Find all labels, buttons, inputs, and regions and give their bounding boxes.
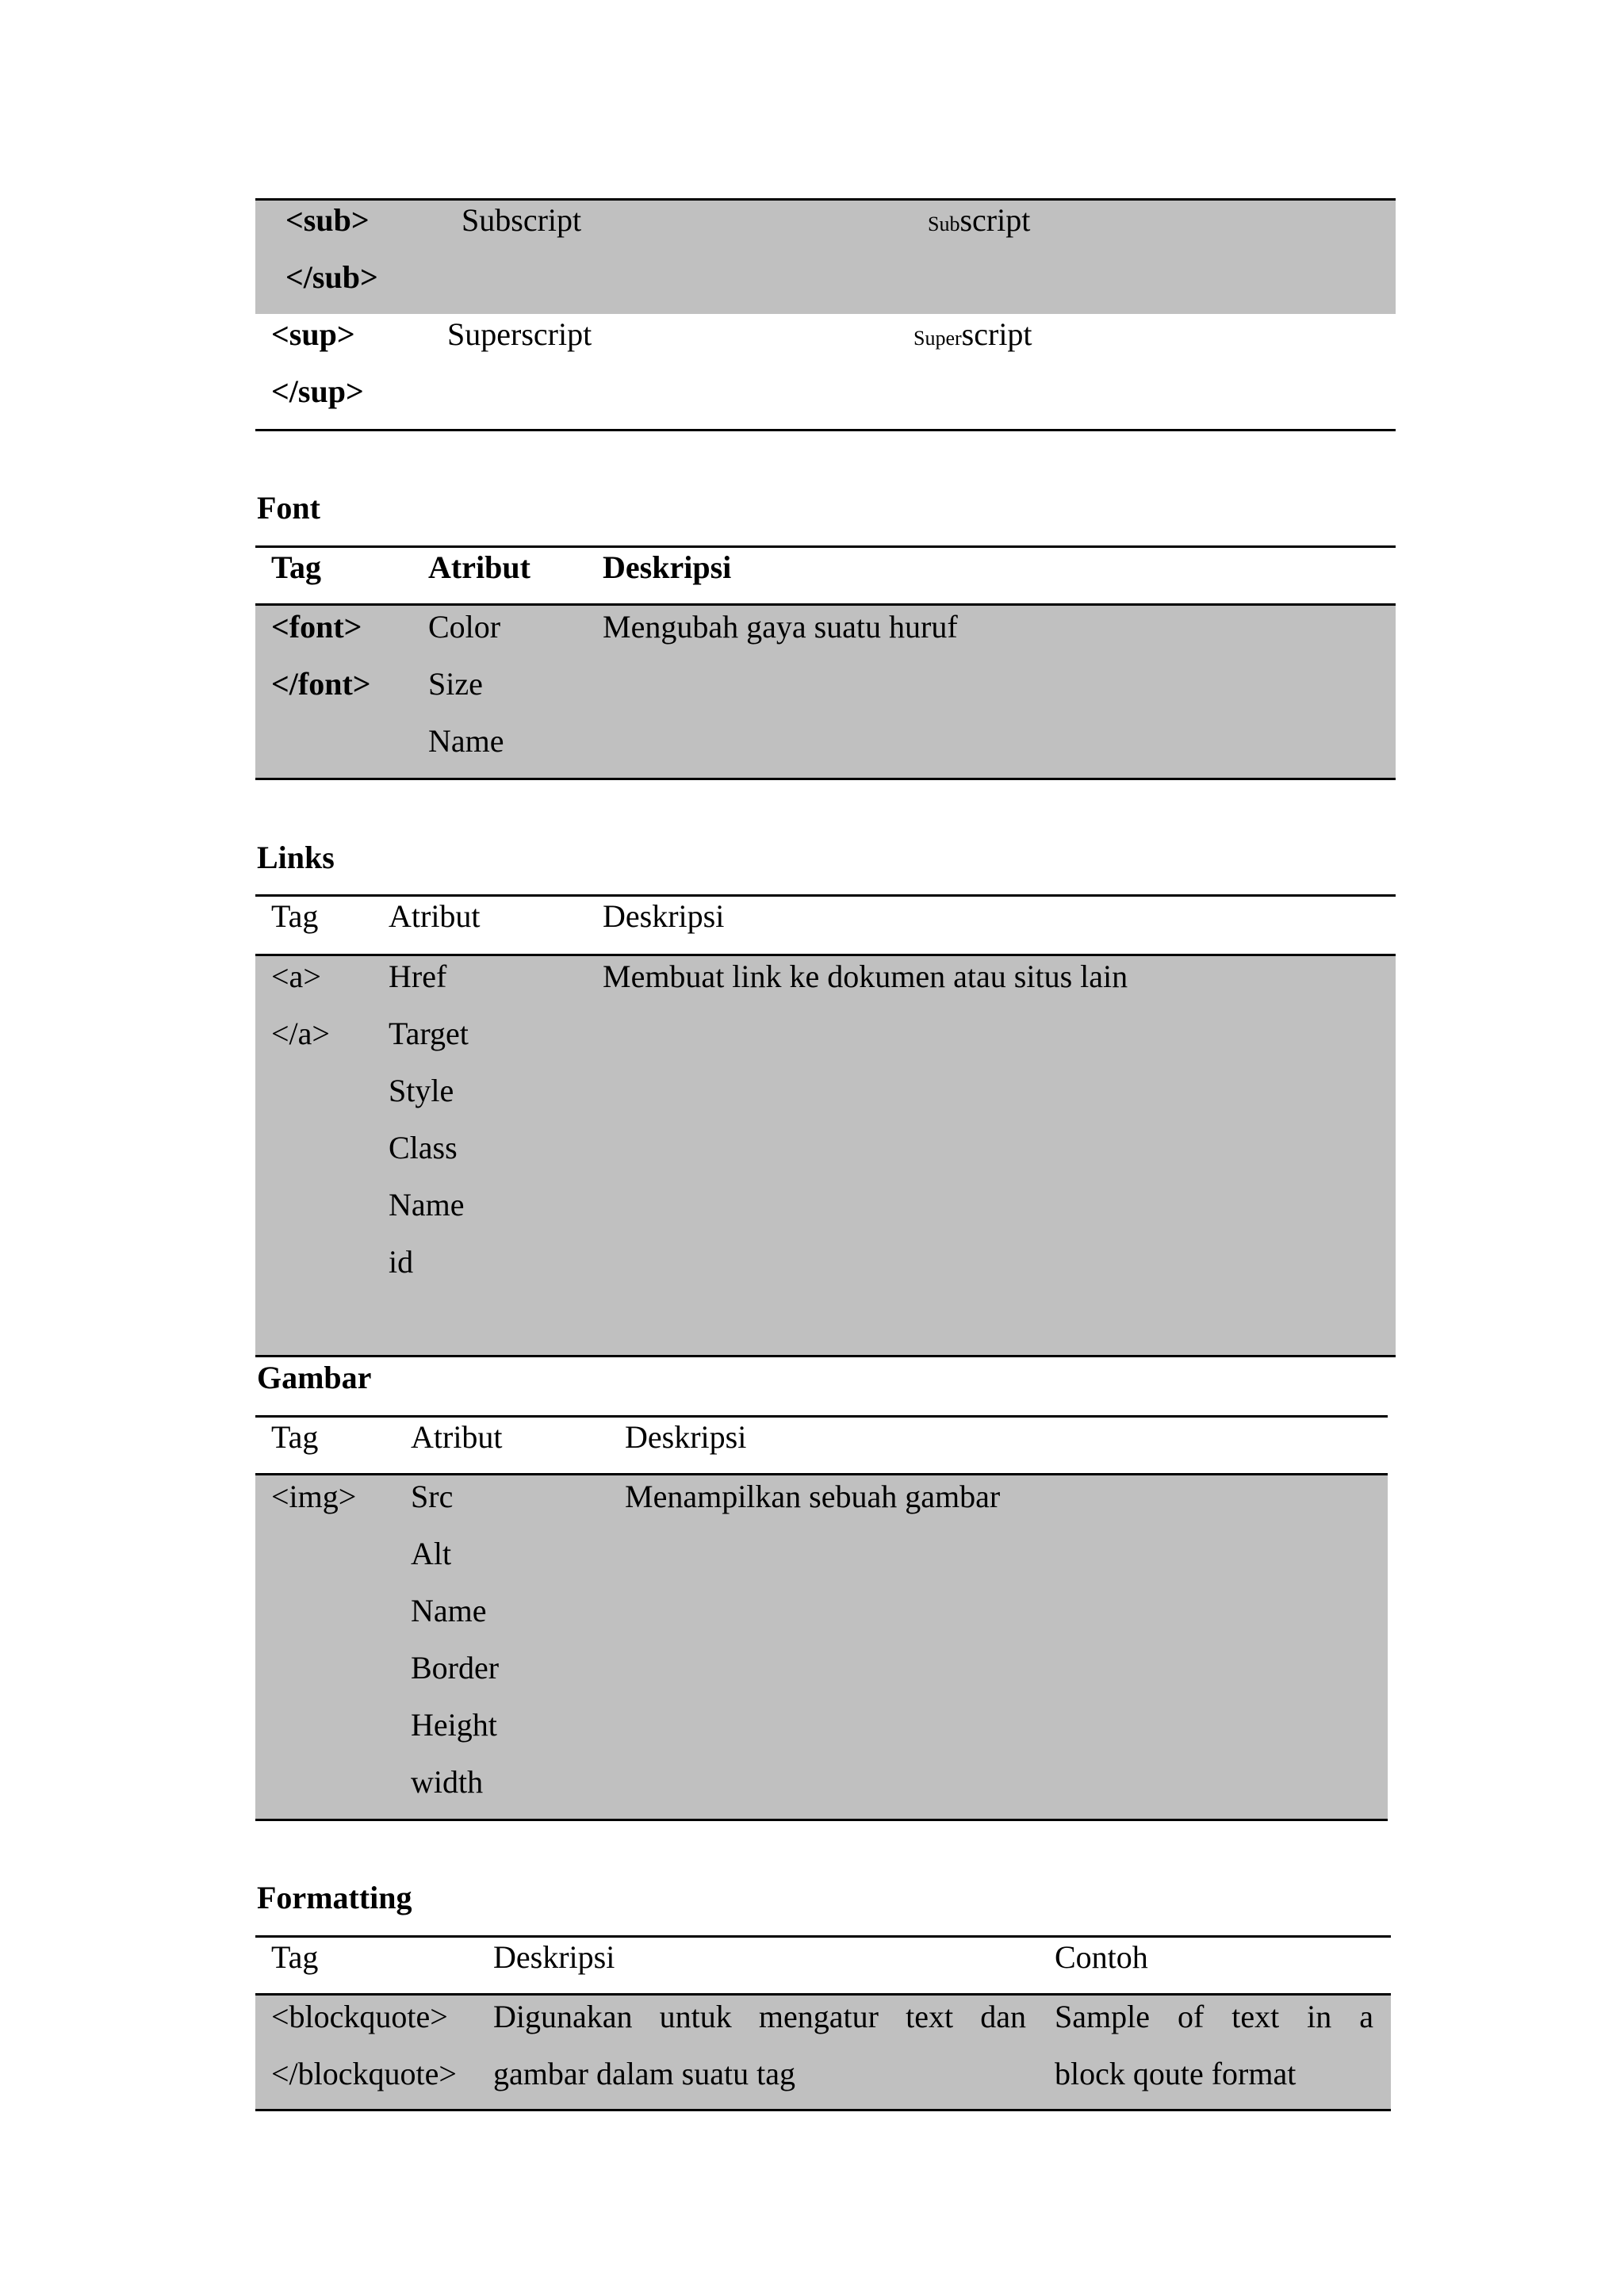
formatting-heading: Formatting [257, 1880, 412, 1915]
gambar-header-tag: Tag [271, 1419, 319, 1455]
links-attr-style: Style [389, 1073, 454, 1108]
links-description: Membuat link ke dokumen atau situs lain [603, 959, 1128, 994]
font-header-attr: Atribut [428, 549, 530, 585]
links-table-rule-bottom [255, 1355, 1396, 1357]
sub-example [928, 201, 1030, 244]
links-header-desc: Deskripsi [603, 898, 725, 934]
formatting-tag-open: <blockquote> [271, 1999, 448, 2034]
links-attr-class: Class [389, 1130, 458, 1165]
formatting-tag-close: </blockquote> [271, 2056, 457, 2091]
sup-tag-open: <sup> [271, 316, 355, 352]
font-header-tag: Tag [271, 549, 322, 585]
formatting-example-line1: Sample of text in a [1055, 1999, 1373, 2034]
formatting-example-line2: block qoute format [1055, 2056, 1297, 2091]
gambar-attr-border: Border [411, 1650, 500, 1686]
gambar-attr-width: width [411, 1764, 484, 1800]
sup-example [914, 315, 1032, 358]
gambar-tag-open: <img> [271, 1479, 357, 1514]
formatting-desc-line2: gambar dalam suatu tag [493, 2056, 795, 2091]
font-heading: Font [257, 490, 320, 526]
gambar-attr-src: Src [411, 1479, 454, 1514]
font-tag-close: </font> [271, 666, 371, 702]
font-tag-open: <font> [271, 609, 362, 645]
sub-description: Subscript [462, 202, 582, 238]
formatting-header-example: Contoh [1055, 1939, 1148, 1975]
gambar-table-rule-bottom [255, 1819, 1388, 1821]
font-attr-size: Size [428, 666, 483, 702]
formatting-table-rule-bottom [255, 2109, 1391, 2111]
font-attr-color: Color [428, 609, 501, 645]
links-tag-close: </a> [271, 1016, 330, 1051]
sub-tag-open: <sub> [285, 202, 370, 238]
formatting-header-tag: Tag [271, 1939, 319, 1975]
links-attr-target: Target [389, 1016, 469, 1051]
formatting-table-rule-top [255, 1935, 1391, 1938]
gambar-heading: Gambar [257, 1360, 372, 1395]
links-attr-name: Name [389, 1187, 465, 1223]
sup-example-normal: script [961, 316, 1032, 352]
links-attr-id: id [389, 1244, 414, 1280]
sup-example-small: Super [914, 327, 962, 350]
links-header-tag: Tag [271, 898, 319, 934]
sup-tag-close: </sup> [271, 373, 364, 409]
sub-tag-close: </sub> [285, 259, 378, 295]
sub-row-shade [255, 201, 1396, 314]
sub-example-small: Sub [928, 212, 960, 235]
links-tag-open: <a> [271, 959, 321, 994]
top-table-rule-bottom [255, 429, 1396, 431]
font-description: Mengubah gaya suatu huruf [603, 609, 958, 645]
links-attr-href: Href [389, 959, 447, 994]
formatting-desc-line1: Digunakan untuk mengatur text dan [493, 1999, 1026, 2034]
gambar-attr-height: Height [411, 1707, 497, 1743]
gambar-attr-name: Name [411, 1593, 487, 1628]
sub-example-normal: script [959, 202, 1031, 238]
gambar-attr-alt: Alt [411, 1536, 452, 1571]
links-heading: Links [257, 840, 335, 875]
gambar-description: Menampilkan sebuah gambar [625, 1479, 1001, 1514]
sup-description: Superscript [447, 316, 592, 352]
font-attr-name: Name [428, 723, 504, 759]
font-header-desc: Deskripsi [603, 549, 732, 585]
gambar-header-attr: Atribut [411, 1419, 503, 1455]
font-table-rule-top [255, 545, 1396, 548]
font-table-rule-bottom [255, 778, 1396, 780]
links-header-attr: Atribut [389, 898, 481, 934]
gambar-header-desc: Deskripsi [625, 1419, 747, 1455]
formatting-header-desc: Deskripsi [493, 1939, 615, 1975]
